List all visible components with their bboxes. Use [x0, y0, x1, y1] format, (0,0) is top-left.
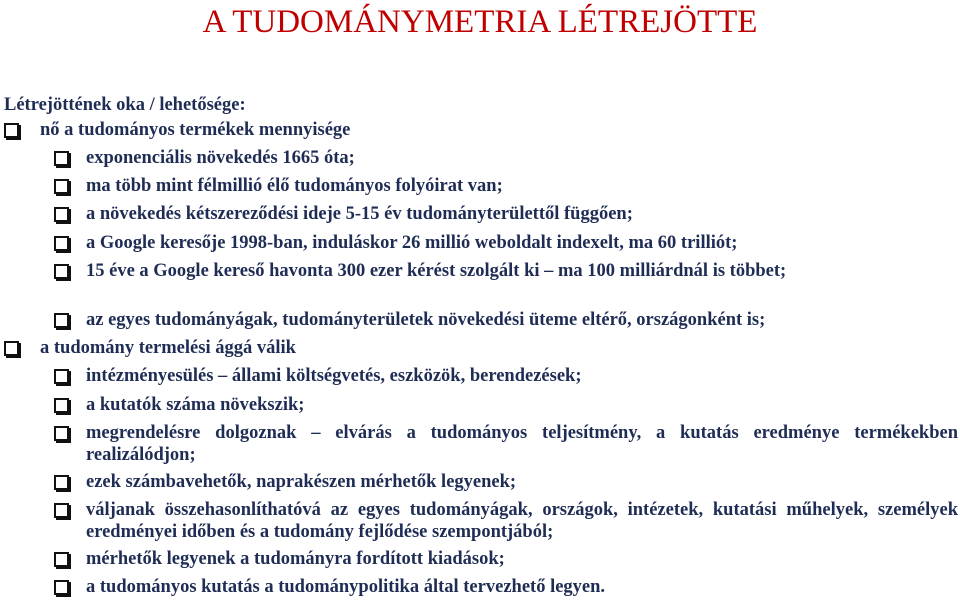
list-item-text: mérhetők legyenek a tudományra fordított kiadások; [86, 549, 505, 569]
list-item-text: exponenciális növekedés 1665 óta; [86, 148, 355, 168]
list-item [86, 548, 958, 570]
list-item [86, 175, 958, 197]
checkbox-square-icon [54, 398, 69, 413]
list-item-text: az egyes tudományágak, tudományterületek növekedési üteme eltérő, országonként is; [86, 310, 766, 330]
checkbox-square-icon [54, 264, 69, 279]
list-item-text: ezek számbavehetők, naprakészen mérhetők legyenek; [86, 472, 517, 492]
checkbox-square-icon [54, 369, 69, 384]
list-item [40, 337, 956, 359]
checkbox-square-icon [4, 341, 19, 356]
checkbox-square-icon [54, 207, 69, 222]
checkbox-square-icon [54, 236, 69, 251]
list-item-text: megrendelésre dolgoznak – elvárás a tudományos teljesítmény, a kutatás eredménye termékekben realizálódjon; [86, 423, 958, 465]
checkbox-square-icon [54, 475, 69, 490]
list-item [86, 232, 958, 254]
intro-heading: Létrejöttének oka / lehetősége: [4, 95, 246, 115]
list-item [86, 576, 958, 598]
checkbox-square-icon [54, 580, 69, 595]
list-item-text: a tudományos kutatás a tudománypolitika által tervezhető legyen. [86, 577, 606, 597]
list-item [86, 309, 958, 331]
checkbox-square-icon [54, 503, 69, 518]
list-item-text: ma több mint félmillió élő tudományos folyóirat van; [86, 176, 503, 196]
list-item-text: a tudomány termelési ággá válik [40, 338, 296, 358]
list-item [86, 203, 958, 225]
checkbox-square-icon [54, 179, 69, 194]
checkbox-square-icon [54, 151, 69, 166]
list-item-text: a növekedés kétszereződési ideje 5-15 év tudományterülettől függően; [86, 204, 633, 224]
checkbox-square-icon [54, 552, 69, 567]
checkbox-square-icon [54, 426, 69, 441]
list-item-text: váljanak összehasonlíthatóvá az egyes tudományágak, országok, intézetek, kutatási műhelyek, személyek eredményei időben és a tudomány fejlődése szempontjából; [86, 500, 958, 542]
list-item [86, 147, 958, 169]
list-item-text: intézményesülés – állami költségvetés, eszközök, berendezések; [86, 366, 582, 386]
list-item-text: a Google keresője 1998-ban, induláskor 26 millió weboldalt indexelt, ma 60 trilliót; [86, 233, 738, 253]
list-item [86, 499, 958, 543]
list-item-text: nő a tudományos termékek mennyisége [40, 120, 351, 140]
list-item [86, 365, 958, 387]
checkbox-square-icon [4, 123, 19, 138]
list-item [86, 394, 958, 416]
slide-title: A TUDOMÁNYMETRIA LÉTREJÖTTE [202, 4, 758, 40]
checkbox-square-icon [54, 313, 69, 328]
list-item [86, 260, 958, 282]
list-item-text: 15 éve a Google kereső havonta 300 ezer kérést szolgált ki – ma 100 milliárdnál is többet; [86, 261, 787, 281]
list-item-text: a kutatók száma növekszik; [86, 395, 305, 415]
list-item [86, 471, 958, 493]
list-item [40, 119, 956, 141]
list-item [86, 422, 958, 466]
